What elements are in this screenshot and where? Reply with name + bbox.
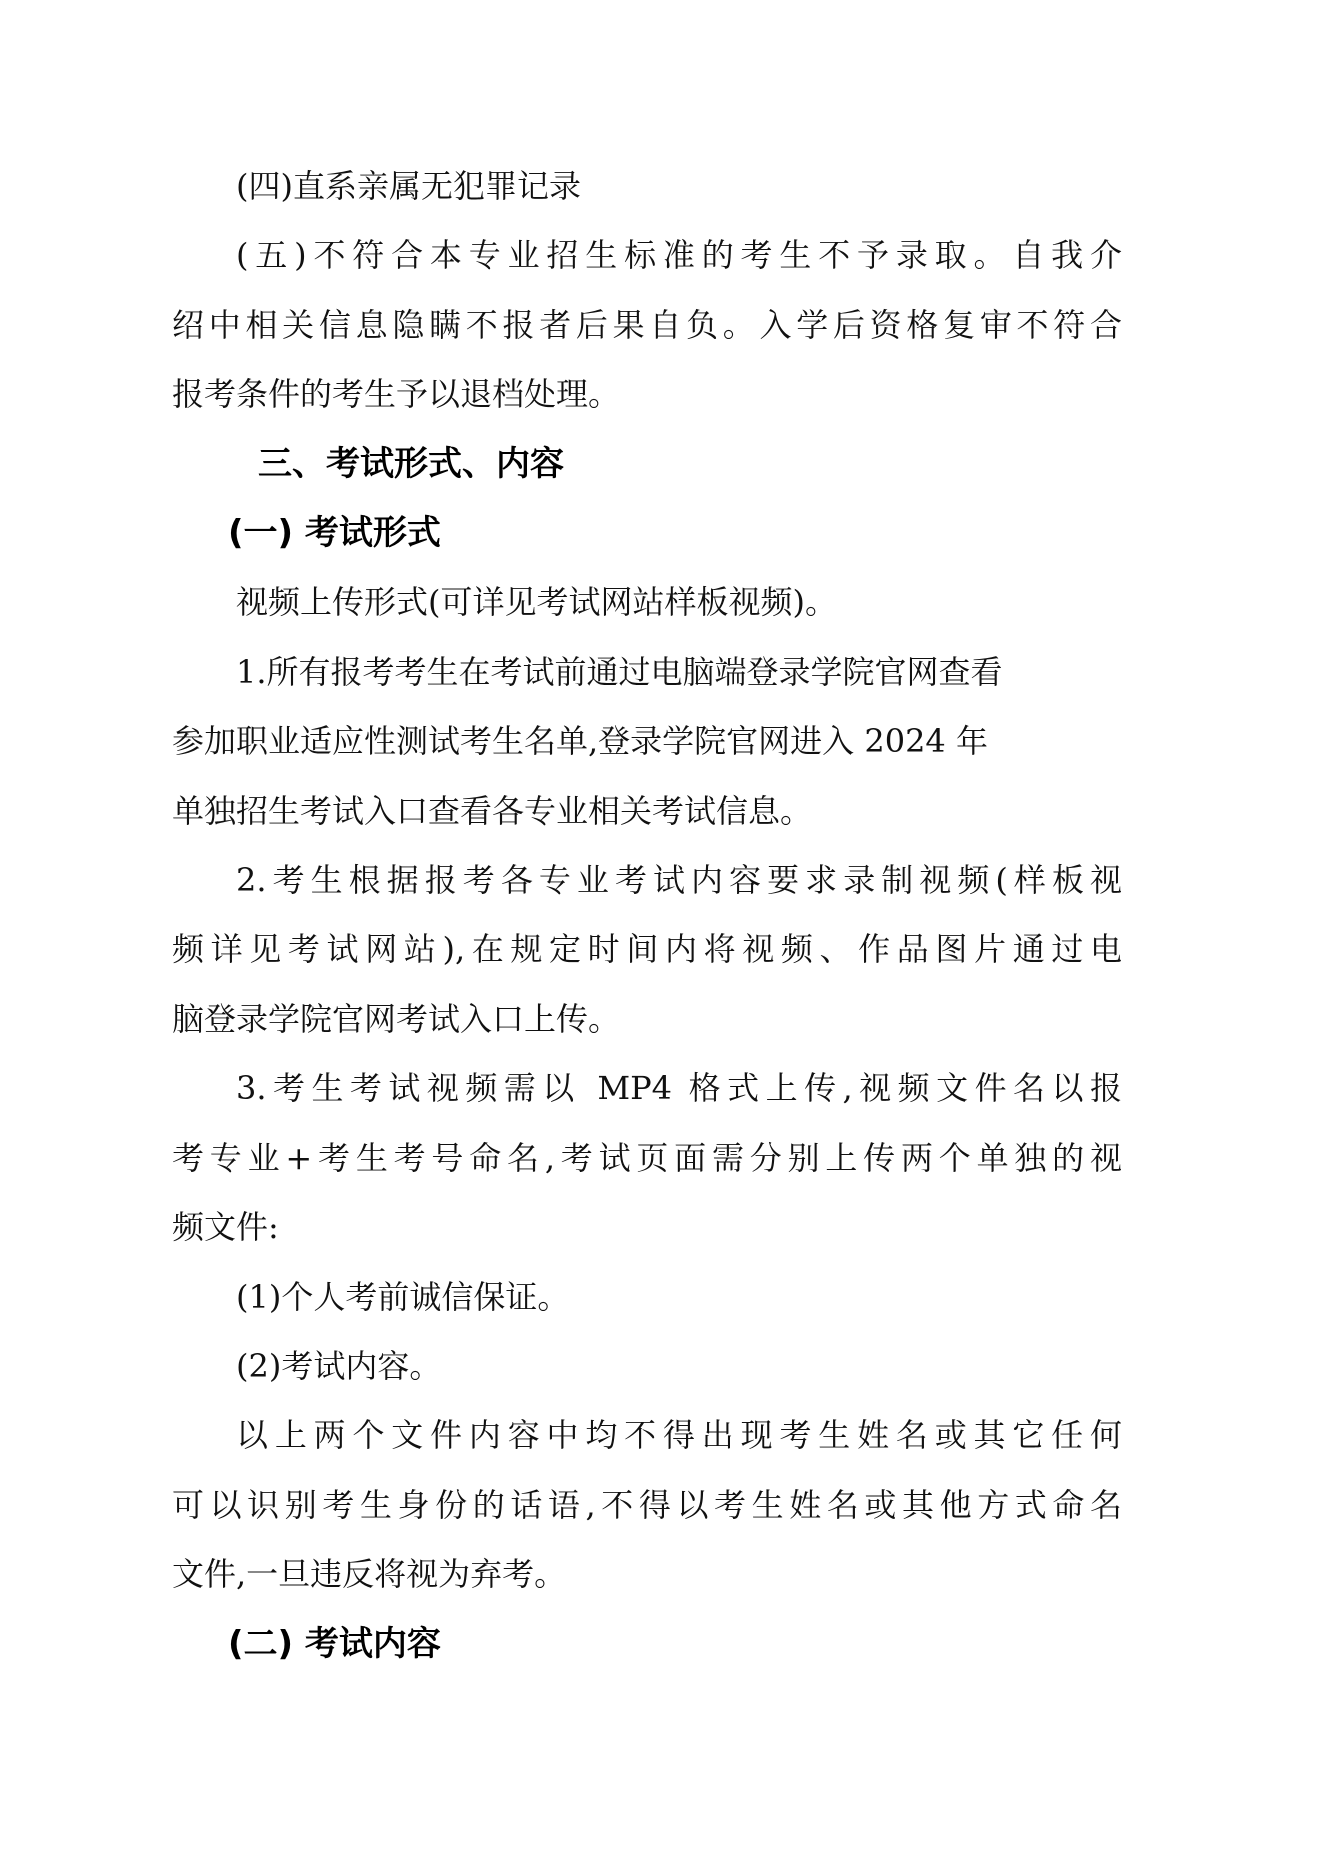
heading-text: 三、考试形式、内容: [258, 443, 564, 484]
paragraph: [172, 568, 1122, 637]
paragraph: [172, 1401, 1122, 1609]
text-line: 频文件:: [172, 1208, 279, 1247]
text-line: 2.考生根据报考各专业考试内容要求录制视频(样板视: [236, 861, 1122, 900]
paragraph: [172, 846, 1122, 1054]
text-line: (2)考试内容。: [236, 1346, 442, 1385]
text-line: 报考条件的考生予以退档处理。: [172, 375, 621, 414]
text-line: 视频上传形式(可详见考试网站样板视频)。: [236, 583, 837, 622]
text-line: (四)直系亲属无犯罪记录: [236, 167, 581, 205]
heading-text: (一) 考试形式: [228, 513, 441, 554]
section-heading: [172, 499, 1122, 568]
heading-text: (二) 考试内容: [228, 1623, 441, 1664]
text-line: 脑登录学院官网考试入口上传。: [172, 999, 621, 1038]
text-line: (1)个人考前诚信保证。: [236, 1277, 570, 1316]
text-line: 1.所有报考考生在考试前通过电脑端登录学院官网查看: [236, 652, 1003, 691]
text-line: 考专业+考生考号命名,考试页面需分别上传两个单独的视: [172, 1138, 1122, 1177]
paragraph: [172, 1054, 1122, 1262]
text-line: 参加职业适应性测试考生名单,登录学院官网进入 2024 年: [172, 722, 988, 761]
section-heading: [172, 430, 1122, 499]
text-line: 3.考生考试视频需以 MP4 格式上传,视频文件名以报: [236, 1069, 1122, 1108]
section-heading: [172, 1610, 1122, 1679]
paragraph: [172, 221, 1122, 429]
text-line: 可以识别考生身份的话语,不得以考生姓名或其他方式命名: [172, 1485, 1122, 1524]
paragraph: [172, 1332, 1122, 1401]
text-line: 单独招生考试入口查看各专业相关考试信息。: [172, 791, 813, 830]
document-content: [172, 152, 1122, 1679]
text-line: 频详见考试网站),在规定时间内将视频、作品图片通过电: [172, 930, 1122, 969]
text-line: 绍中相关信息隐瞒不报者后果自负。入学后资格复审不符合: [172, 305, 1122, 344]
text-line: 以上两个文件内容中均不得出现考生姓名或其它任何: [236, 1416, 1122, 1455]
paragraph: [172, 1263, 1122, 1332]
text-line: (五)不符合本专业招生标准的考生不予录取。自我介: [236, 236, 1122, 275]
paragraph: [172, 638, 1122, 846]
text-line: 文件,一旦违反将视为弃考。: [172, 1555, 567, 1594]
paragraph: [172, 152, 1122, 221]
